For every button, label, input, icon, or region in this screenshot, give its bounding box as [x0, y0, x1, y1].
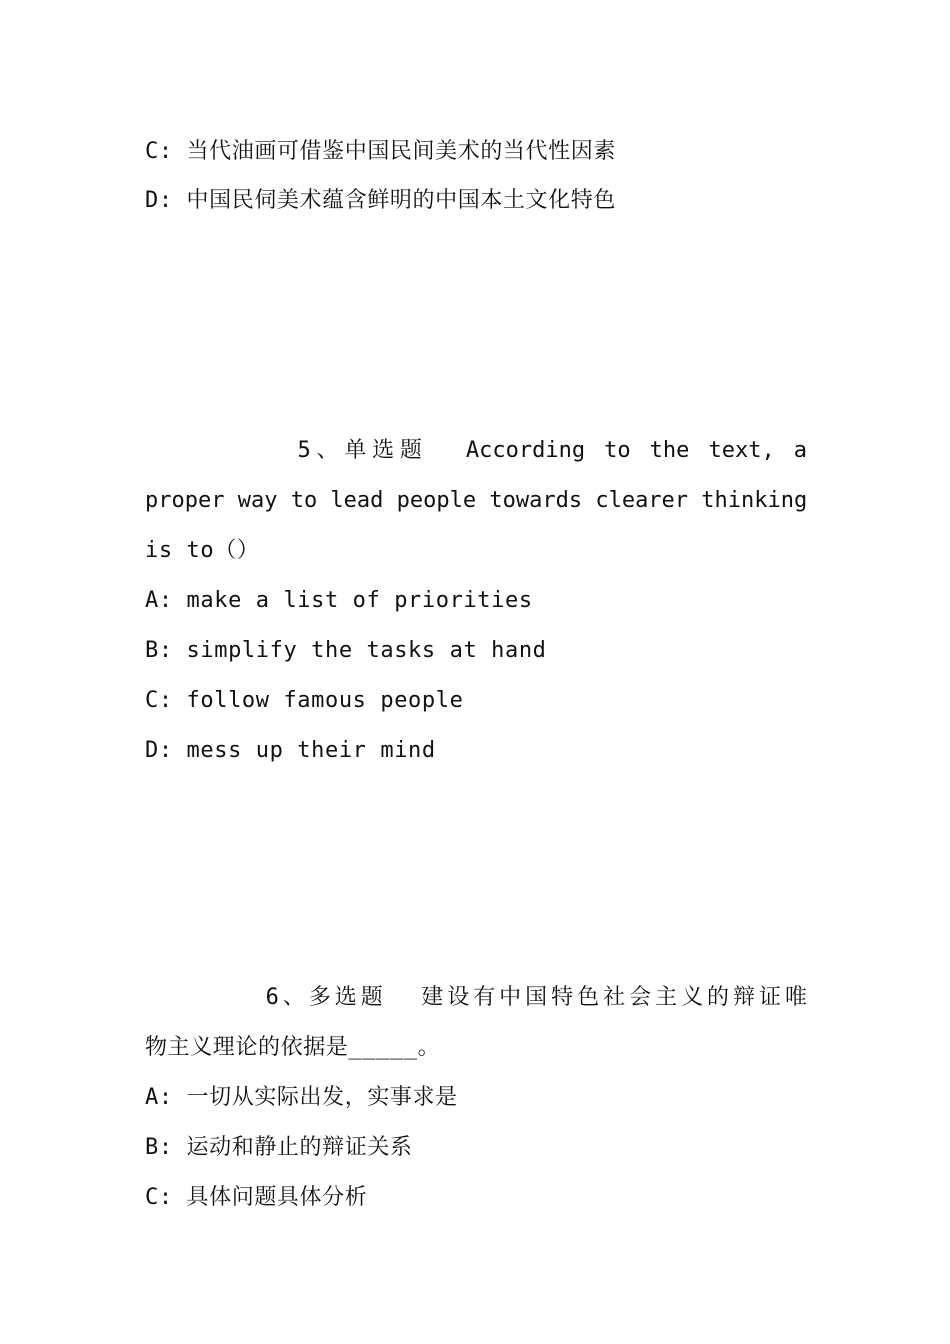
question-5-stem-line-3: is to（）	[145, 538, 260, 563]
option-c: C: 具体问题具体分析	[145, 1185, 368, 1210]
question-5-stem-line-1: 5、单选题 According to the text, a	[145, 438, 807, 463]
option-b: B: 运动和静止的辩证关系	[145, 1135, 413, 1160]
option-a: A: 一切从实际出发，实事求是	[145, 1085, 458, 1110]
option-c: C: 当代油画可借鉴中国民间美术的当代性因素	[145, 139, 616, 164]
option-c: C: follow famous people	[145, 688, 464, 713]
option-a: A: make a list of priorities	[145, 588, 533, 613]
option-d: D: mess up their mind	[145, 738, 436, 763]
option-d: D: 中国民伺美术蕴含鲜明的中国本土文化特色	[145, 188, 616, 213]
question-5-stem-line-2: proper way to lead people towards clearer thinking	[145, 488, 808, 513]
question-6-stem-line-1: 6、多选题 建设有中国特色社会主义的辩证唯	[145, 985, 807, 1010]
question-6-stem-line-2: 物主义理论的依据是_____。	[145, 1035, 441, 1060]
option-b: B: simplify the tasks at hand	[145, 638, 547, 663]
